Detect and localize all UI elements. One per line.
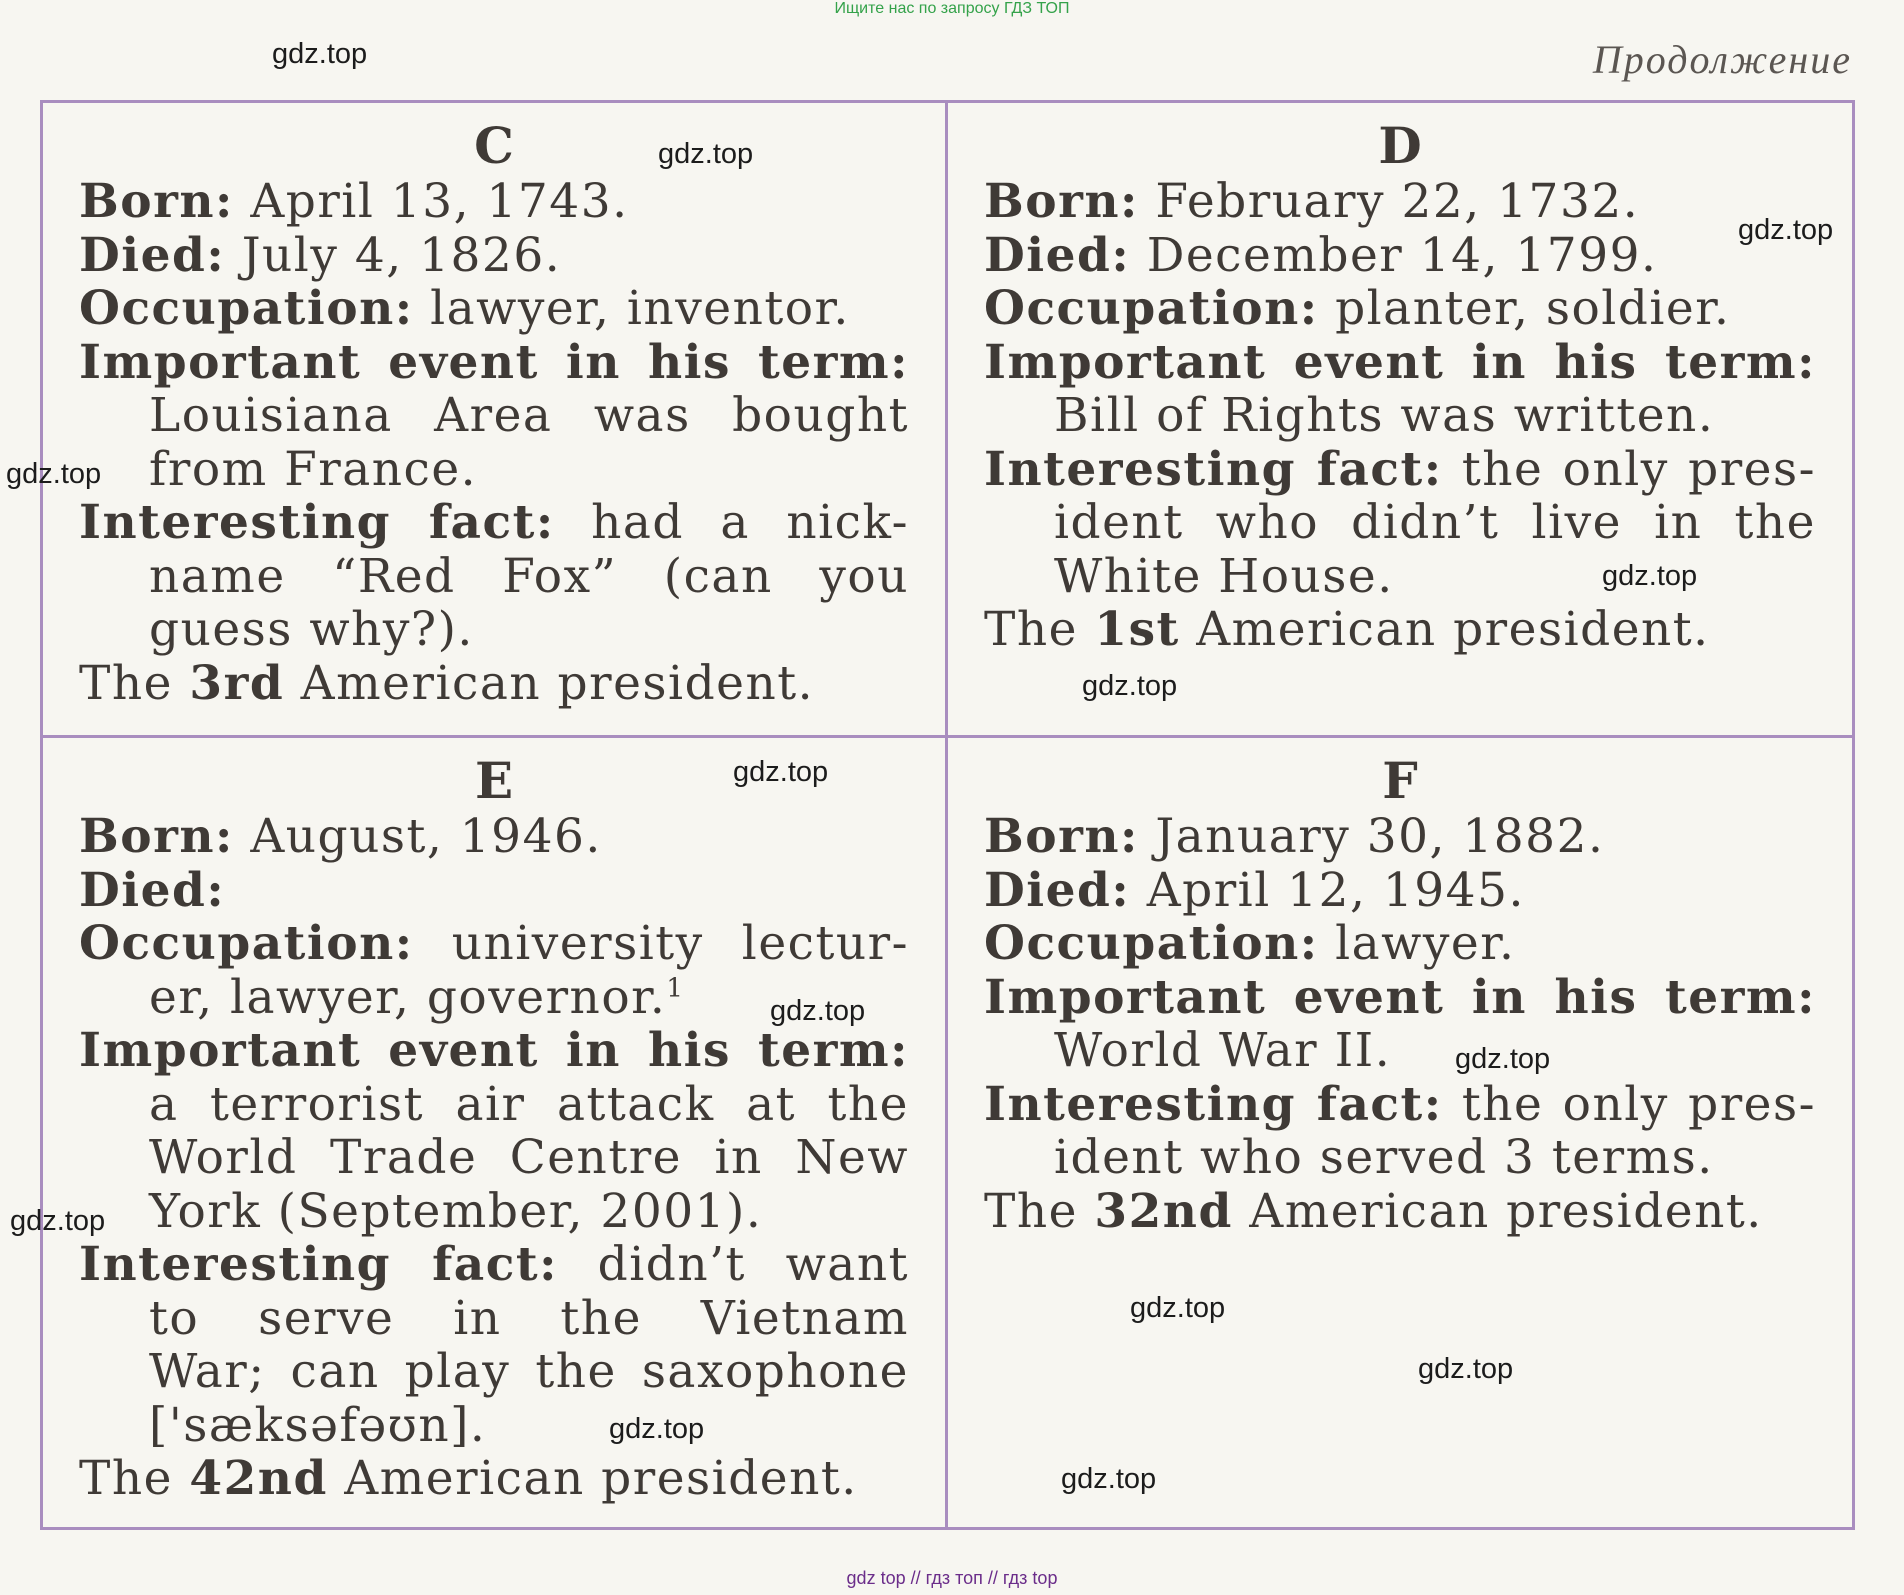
occupation-line: Occupation: lawyer, inventor. bbox=[79, 281, 850, 336]
died-line: Died: July 4, 1826. bbox=[79, 227, 562, 283]
event-label: Important event in his term: bbox=[79, 334, 909, 390]
event-text: World Trade Centre in New bbox=[149, 1130, 909, 1185]
watermark: gdz.top bbox=[1130, 1292, 1226, 1324]
fact-text: ['sæksəfəʊn]. bbox=[149, 1397, 487, 1453]
occupation-line: Occupation: lawyer. bbox=[984, 916, 1516, 971]
born-line: Born: August, 1946. bbox=[79, 809, 602, 864]
fact-line: Interesting fact: didn’t want bbox=[79, 1237, 909, 1292]
president-line: The 42nd American president. bbox=[79, 1451, 858, 1506]
card-e bbox=[43, 738, 948, 1527]
president-cards-grid bbox=[40, 100, 1855, 1530]
event-text: York (September, 2001). bbox=[149, 1183, 763, 1239]
born-line: Born: April 13, 1743. bbox=[79, 174, 629, 229]
event-text: Bill of Rights was written. bbox=[1054, 388, 1715, 443]
card-d bbox=[948, 103, 1852, 738]
watermark: gdz.top bbox=[10, 1205, 106, 1237]
died-line: Died: December 14, 1799. bbox=[984, 227, 1658, 283]
fact-text: to serve in the Vietnam bbox=[149, 1290, 909, 1346]
top-banner[interactable]: Ищите нас по запросу ГДЗ ТОП bbox=[834, 0, 1070, 17]
event-text: World War II. bbox=[1054, 1023, 1392, 1078]
event-text: from France. bbox=[149, 441, 478, 497]
event-label: Important event in his term: bbox=[984, 969, 1816, 1025]
president-line: The 32nd American president. bbox=[984, 1183, 1763, 1239]
event-text: Louisiana Area was bought bbox=[149, 388, 909, 443]
watermark: gdz.top bbox=[272, 38, 368, 70]
fact-text: guess why?). bbox=[149, 602, 474, 657]
watermark: gdz.top bbox=[658, 138, 754, 170]
fact-line: Interesting fact: the only pres- bbox=[984, 441, 1816, 497]
fact-text: War; can play the saxophone bbox=[149, 1344, 909, 1399]
born-line: Born: February 22, 1732. bbox=[984, 174, 1640, 229]
card-c bbox=[43, 103, 948, 738]
fact-line: Interesting fact: had a nick- bbox=[79, 495, 909, 550]
watermark: gdz.top bbox=[1061, 1463, 1157, 1495]
card-letter: C bbox=[474, 116, 514, 175]
card-letter: F bbox=[1382, 751, 1418, 810]
occupation-line: Occupation: university lectur- bbox=[79, 916, 909, 971]
card-letter: E bbox=[474, 751, 514, 810]
watermark: gdz.top bbox=[609, 1413, 705, 1445]
footnote-marker[interactable]: 1 bbox=[666, 972, 685, 1003]
president-line: The 1st American president. bbox=[984, 602, 1710, 657]
watermark: gdz.top bbox=[1455, 1043, 1551, 1075]
watermark: gdz.top bbox=[733, 756, 829, 788]
occupation-line: Occupation: planter, soldier. bbox=[984, 281, 1731, 336]
fact-text: White House. bbox=[1054, 548, 1394, 604]
watermark: gdz.top bbox=[770, 995, 866, 1027]
watermark: gdz.top bbox=[1602, 560, 1698, 592]
fact-text: ident who served 3 terms. bbox=[1054, 1130, 1714, 1185]
watermark: gdz.top bbox=[1082, 670, 1178, 702]
watermark: gdz.top bbox=[1418, 1353, 1514, 1385]
fact-text: ident who didn’t live in the bbox=[1054, 495, 1816, 550]
president-line: The 3rd American president. bbox=[79, 655, 815, 711]
born-line: Born: January 30, 1882. bbox=[984, 809, 1605, 864]
footer-links[interactable]: gdz top // гдз топ // гдз top bbox=[846, 1568, 1058, 1588]
occupation-text: er, lawyer, governor.$^1$ bbox=[149, 969, 685, 1025]
fact-text: name “Red Fox” (can you bbox=[149, 548, 909, 604]
watermark: gdz.top bbox=[6, 458, 102, 490]
fact-line: Interesting fact: the only pres- bbox=[984, 1076, 1816, 1132]
event-text: a terrorist air attack at the bbox=[149, 1076, 909, 1132]
continuation-label: Продолжение bbox=[1592, 37, 1852, 82]
card-f bbox=[948, 738, 1852, 1527]
event-label: Important event in his term: bbox=[79, 1023, 909, 1078]
card-letter: D bbox=[1378, 116, 1422, 175]
watermark: gdz.top bbox=[1738, 214, 1834, 246]
event-label: Important event in his term: bbox=[984, 334, 1816, 390]
died-line: Died: April 12, 1945. bbox=[984, 862, 1525, 918]
died-line: Died: bbox=[79, 862, 226, 918]
